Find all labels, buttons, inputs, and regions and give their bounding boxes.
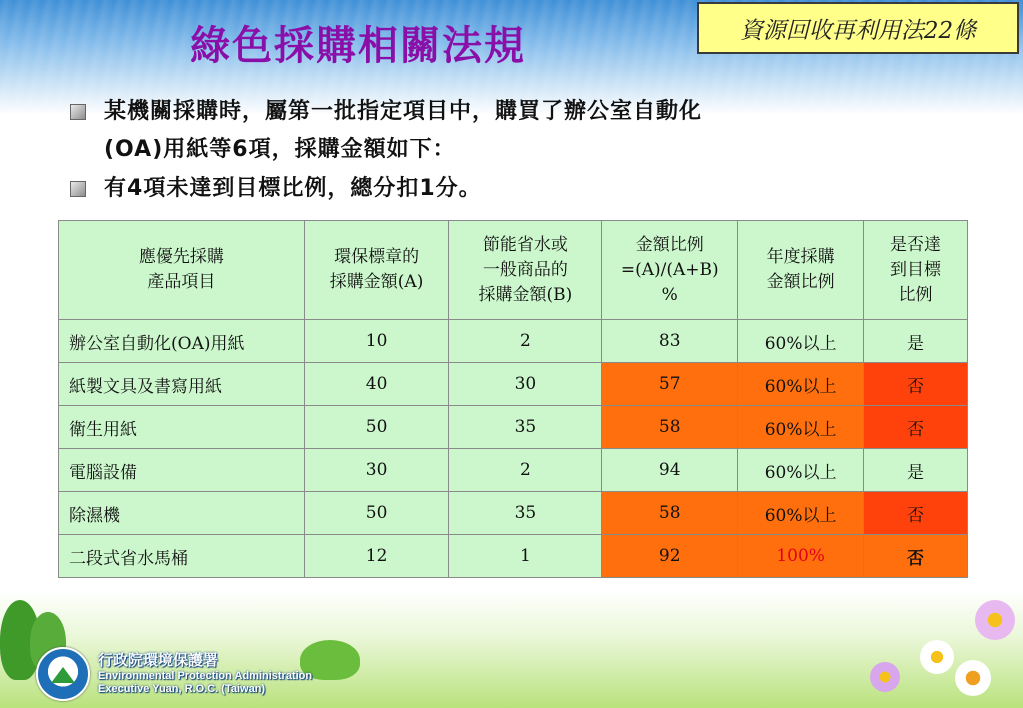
cell-target: 60%以上 bbox=[738, 406, 864, 449]
cell-b: 2 bbox=[449, 320, 602, 363]
procurement-table bbox=[58, 220, 968, 578]
cell-target: 100% bbox=[738, 535, 864, 578]
epa-logo-icon bbox=[36, 647, 90, 701]
bullet-2-num1: 4 bbox=[127, 176, 144, 201]
table-row bbox=[59, 492, 968, 535]
cell-a: 50 bbox=[304, 492, 449, 535]
org-name-en-2: Executive Yuan, R.O.C. (Taiwan) bbox=[98, 683, 266, 695]
cell-item: 辦公室自動化(OA)用紙 bbox=[59, 320, 305, 363]
square-bullet-icon bbox=[70, 181, 86, 197]
bullet-2-pre: 有 bbox=[104, 175, 128, 201]
table-row bbox=[59, 535, 968, 578]
cell-a: 40 bbox=[304, 363, 449, 406]
flower-decoration bbox=[975, 600, 1015, 640]
table-row bbox=[59, 363, 968, 406]
cell-ratio: 83 bbox=[602, 320, 738, 363]
cell-target: 60%以上 bbox=[738, 449, 864, 492]
bullet-text-2 bbox=[104, 169, 482, 208]
flower-decoration bbox=[870, 662, 900, 692]
cell-met: 否 bbox=[864, 535, 968, 578]
cell-ratio: 58 bbox=[602, 492, 738, 535]
cell-met: 否 bbox=[864, 492, 968, 535]
cell-b: 35 bbox=[449, 492, 602, 535]
cell-item: 除濕機 bbox=[59, 492, 305, 535]
cell-b: 30 bbox=[449, 363, 602, 406]
org-name-zh: 行政院環境保護署 bbox=[98, 652, 219, 669]
table-row bbox=[59, 320, 968, 363]
cell-b: 1 bbox=[449, 535, 602, 578]
flower-decoration bbox=[920, 640, 954, 674]
org-name-en-1: Environmental Protection Administration bbox=[98, 670, 313, 682]
flower-decoration bbox=[955, 660, 991, 696]
cell-target: 60%以上 bbox=[738, 492, 864, 535]
cell-a: 10 bbox=[304, 320, 449, 363]
cell-ratio: 92 bbox=[602, 535, 738, 578]
slide-title: 綠色採購相關法規 bbox=[190, 22, 526, 69]
table-row bbox=[59, 449, 968, 492]
cell-target: 60%以上 bbox=[738, 320, 864, 363]
header-item: 應優先採購 產品項目 bbox=[59, 221, 305, 320]
cell-ratio: 94 bbox=[602, 449, 738, 492]
cell-a: 12 bbox=[304, 535, 449, 578]
law-reference-tag: 資源回收再利用法22條 bbox=[697, 2, 1019, 54]
bullet-2-num2: 1 bbox=[419, 176, 436, 201]
bullet-1-oa: (OA) bbox=[104, 137, 164, 162]
header-eco-amount: 環保標章的 採購金額(A) bbox=[304, 221, 449, 320]
header-target: 年度採購 金額比例 bbox=[738, 221, 864, 320]
epa-footer bbox=[36, 648, 336, 700]
header-ratio: 金額比例 =(A)/(A+B) % bbox=[602, 221, 738, 320]
table-header-row bbox=[59, 221, 968, 320]
cell-ratio: 57 bbox=[602, 363, 738, 406]
header-met: 是否達 到目標 比例 bbox=[864, 221, 968, 320]
epa-org-text bbox=[98, 652, 312, 696]
bullet-text-1 bbox=[104, 92, 702, 169]
square-bullet-icon bbox=[70, 104, 86, 120]
bullet-1-text-b: 項，採購金額如下： bbox=[248, 136, 456, 162]
bullet-1-count: 6 bbox=[232, 137, 249, 162]
bullet-2-mid: 項未達到目標比例，總分扣 bbox=[143, 175, 420, 201]
bullet-1-text-a: 用紙等 bbox=[163, 136, 233, 162]
cell-a: 50 bbox=[304, 406, 449, 449]
bullet-2-post: 分。 bbox=[435, 175, 482, 201]
cell-ratio: 58 bbox=[602, 406, 738, 449]
bullet-item-2 bbox=[70, 169, 990, 208]
cell-item: 電腦設備 bbox=[59, 449, 305, 492]
bullet-1-line1: 某機關採購時，屬第一批指定項目中，購買了辦公室自動化 bbox=[104, 98, 703, 124]
bullet-list bbox=[70, 92, 990, 208]
cell-a: 30 bbox=[304, 449, 449, 492]
cell-item: 衛生用紙 bbox=[59, 406, 305, 449]
cell-met: 否 bbox=[864, 406, 968, 449]
cell-met: 否 bbox=[864, 363, 968, 406]
cell-target: 60%以上 bbox=[738, 363, 864, 406]
cell-item: 二段式省水馬桶 bbox=[59, 535, 305, 578]
cell-met: 是 bbox=[864, 320, 968, 363]
table-row bbox=[59, 406, 968, 449]
bullet-item-1 bbox=[70, 92, 990, 169]
cell-item: 紙製文具及書寫用紙 bbox=[59, 363, 305, 406]
cell-b: 35 bbox=[449, 406, 602, 449]
cell-met: 是 bbox=[864, 449, 968, 492]
cell-b: 2 bbox=[449, 449, 602, 492]
header-general-amount: 節能省水或 一般商品的 採購金額(B) bbox=[449, 221, 602, 320]
